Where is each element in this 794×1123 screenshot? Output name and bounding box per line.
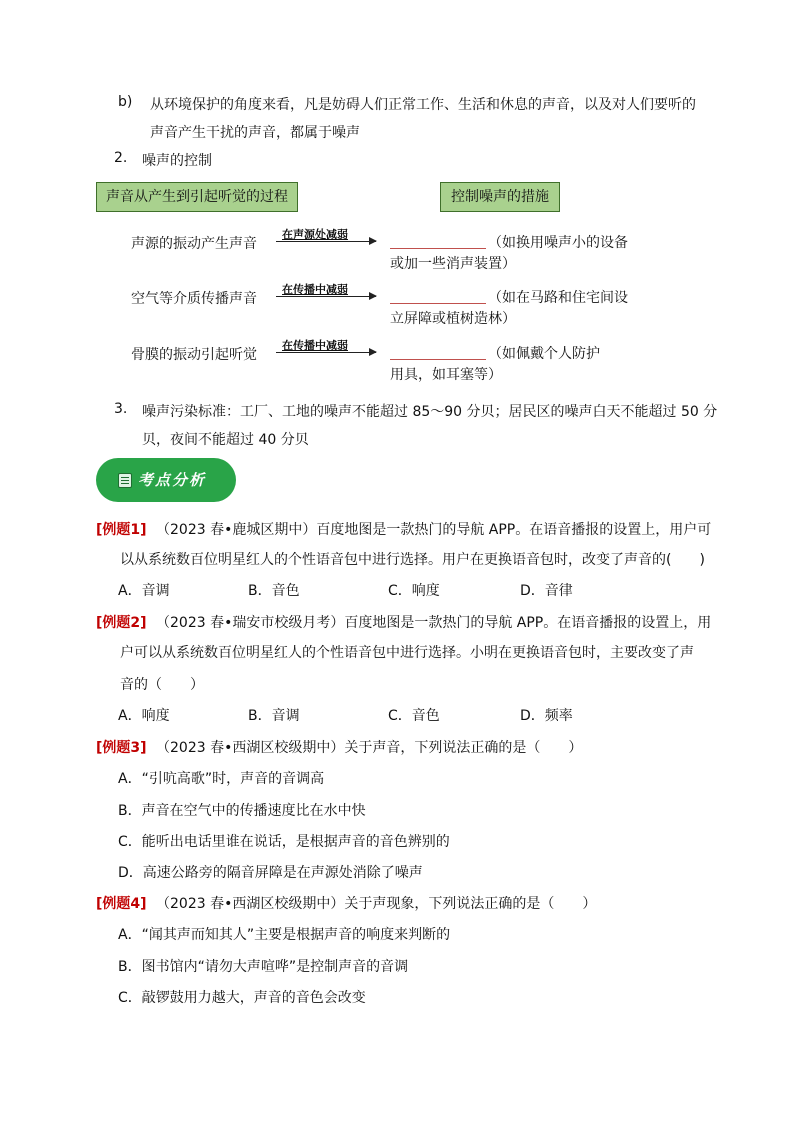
arrow-label-source: 在声源处减弱 [282, 228, 348, 241]
stage-source: 声源的振动产生声音 [131, 236, 257, 252]
answer-blank [390, 359, 486, 360]
option-c: C．响度 [388, 583, 440, 599]
answer-blank [390, 303, 486, 304]
option-b: B．图书馆内“请勿大声喧哗”是控制声音的音调 [118, 959, 409, 975]
example-tag: [例题1] [96, 522, 147, 538]
option-a: A．响度 [118, 708, 170, 724]
section3-number: 3. [114, 401, 128, 417]
section3-line2: 贝，夜间不能超过 40 分贝 [142, 432, 309, 448]
exam-analysis-badge [96, 458, 236, 502]
option-c: C．敲锣鼓用力越大，声音的音色会改变 [118, 990, 366, 1006]
option-a: A．音调 [118, 583, 170, 599]
option-a: A．“引吭高歌”时，声音的音调高 [118, 771, 325, 787]
option-d: D．高速公路旁的隔音屏障是在声源处消除了噪声 [118, 865, 423, 881]
note-eardrum-line1: （如佩戴个人防护 [488, 346, 600, 362]
example-1-line2: 以从系统数百位明星红人的个性语音包中进行选择。用户在更换语音包时，改变了声音的( ) [120, 552, 705, 568]
section2-number: 2. [114, 150, 128, 166]
badge-label: 考点分析 [138, 471, 207, 489]
process-header-box: 声音从产生到引起听觉的过程 [96, 182, 298, 212]
option-d: D．频率 [520, 708, 573, 724]
measures-header-box: 控制噪声的措施 [440, 182, 560, 212]
arrow-right-icon [276, 352, 376, 353]
note-source-line2: 或加一些消声装置） [390, 256, 516, 272]
intro-b-line2: 声音产生干扰的声音，都属于噪声 [150, 125, 360, 141]
answer-blank [390, 248, 486, 249]
arrow-right-icon [276, 296, 376, 297]
example-tag: [例题2] [96, 615, 147, 631]
option-b: B．音色 [248, 583, 300, 599]
option-b: B．声音在空气中的传播速度比在水中快 [118, 803, 366, 819]
list-marker-b: b) [118, 94, 133, 110]
option-b: B．音调 [248, 708, 300, 724]
stage-medium: 空气等介质传播声音 [131, 291, 257, 307]
section3-line1: 噪声污染标准：工厂、工地的噪声不能超过 85～90 分贝；居民区的噪声白天不能超过 50 分 [142, 404, 718, 420]
intro-b-line1: 从环境保护的角度来看，凡是妨碍人们正常工作、生活和休息的声音，以及对人们要听的 [150, 97, 696, 113]
example-3-line1: （2023 春•西湖区校级期中）关于声音，下列说法正确的是（ ） [156, 740, 583, 756]
arrow-label-eardrum: 在传播中减弱 [282, 339, 348, 352]
section2-title: 噪声的控制 [142, 153, 212, 169]
arrow-label-medium: 在传播中减弱 [282, 283, 348, 296]
example-2-line1: （2023 春•瑞安市校级月考）百度地图是一款热门的导航 APP。在语音播报的设置上，用 [156, 615, 712, 631]
option-c: C．音色 [388, 708, 440, 724]
example-tag: [例题3] [96, 740, 147, 756]
arrow-right-icon [276, 241, 376, 242]
note-eardrum-line2: 用具，如耳塞等） [390, 367, 502, 383]
option-a: A．“闻其声而知其人”主要是根据声音的响度来判断的 [118, 927, 451, 943]
option-d: D．音律 [520, 583, 573, 599]
note-medium-line1: （如在马路和住宅间设 [488, 290, 628, 306]
example-tag: [例题4] [96, 896, 147, 912]
stage-eardrum: 骨膜的振动引起听觉 [131, 347, 257, 363]
note-medium-line2: 立屏障或植树造林） [390, 311, 516, 327]
example-2-line2: 户可以从系统数百位明星红人的个性语音包中进行选择。小明在更换语音包时，主要改变了声 [120, 645, 694, 661]
example-1-line1: （2023 春•鹿城区期中）百度地图是一款热门的导航 APP。在语音播报的设置上，用户可 [156, 522, 712, 538]
note-source-line1: （如换用噪声小的设备 [488, 235, 628, 251]
example-2-line3: 音的（ ） [120, 677, 204, 693]
example-4-line1: （2023 春•西湖区校级期中）关于声现象，下列说法正确的是（ ） [156, 896, 597, 912]
book-icon [118, 473, 132, 488]
option-c: C．能听出电话里谁在说话，是根据声音的音色辨别的 [118, 834, 450, 850]
